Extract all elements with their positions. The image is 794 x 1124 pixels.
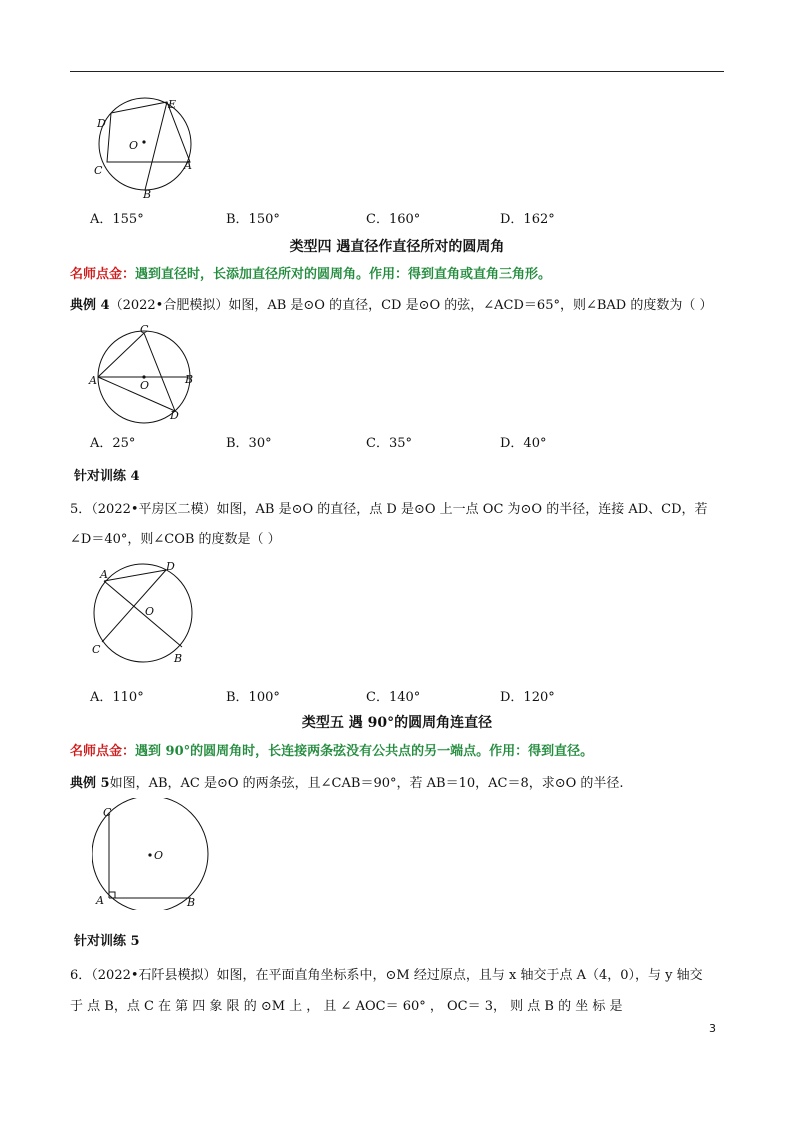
option-b: B．150° [226,212,280,227]
fig4-label-c: C [103,806,112,819]
type5-tip [70,740,593,759]
tip-text: 遇到直径时，长添加直径所对的圆周角。作用：得到直角或直角三角形。 [135,267,552,282]
fig2-label-d: D [170,409,179,422]
training4-label: 针对训练 4 [74,469,140,484]
tip-label: 名师点金： [70,744,136,759]
type4-tip [70,263,551,282]
fig1-label-c: C [94,164,103,177]
fig3-label-a: A [100,568,108,581]
q6-line1: 6．（2022•石阡县模拟）如图，在平面直角坐标系中，⊙M 经过原点，且与 x 轴交于点 A（4，0），与 y 轴交 [70,968,703,983]
example-label: 典例 4 [70,298,110,313]
option-d: D．162° [500,212,555,227]
fig2-label-o: O [140,379,150,392]
training5-label: 针对训练 5 [74,934,140,949]
option-b: B．100° [226,690,280,705]
tip-label: 名师点金： [70,267,136,282]
option-b: B．30° [226,436,272,451]
page-number: 3 [709,1022,716,1035]
q5-line2: ∠D＝40°，则∠COB 的度数是（ ） [70,532,281,547]
option-d: D．120° [500,690,555,705]
option-d: D．40° [500,436,547,451]
example5-text [70,772,624,791]
option-c: C．35° [366,436,412,451]
q5-line1: 5．（2022•平房区二模）如图，AB 是⊙O 的直径，点 D 是⊙O 上一点 OC 为⊙O 的半径，连接 AD、CD，若 [70,502,708,517]
fig1-label-d: D [97,117,106,130]
fig4-label-a: A [96,894,104,907]
fig1-label-e: E [168,98,177,111]
fig4-label-b: B [187,896,196,909]
figure-radius-circle [88,558,203,670]
tip-text: 遇到 90°的圆周角时，长连接两条弦没有公共点的另一端点。作用：得到直径。 [135,744,594,759]
type4-heading: 类型四 遇直径作直径所对的圆周角 [289,239,505,255]
option-a: A．110° [90,690,144,705]
option-a: A．155° [90,212,144,227]
example-body: 如图，AB，AC 是⊙O 的两条弦，且∠CAB＝90°，若 AB＝10，AC＝8，求⊙O 的半径. [109,776,624,791]
example-body: （2022•合肥模拟）如图，AB 是⊙O 的直径，CD 是⊙O 的弦，∠ACD＝65°，则∠BAD 的度数为（ ） [109,298,713,313]
header-rule [70,71,724,72]
type5-heading: 类型五 遇 90°的圆周角连直径 [301,715,493,731]
fig1-label-o: O [129,139,139,152]
figure-diameter-circle [88,320,203,425]
option-c: C．140° [366,690,421,705]
example4-text [70,294,713,313]
fig2-label-a: A [89,374,97,387]
q6-line2: 于 点 B，点 C 在 第 四 象 限 的 ⊙M 上 ， 且 ∠ AOC＝ 60° ， OC＝ 3， 则 点 B 的 坐 标 是 [70,999,623,1014]
fig3-label-o: O [145,605,155,618]
fig3-label-b: B [174,652,183,665]
fig1-label-a: A [184,159,192,172]
figure-quadrilateral-circle [85,92,205,202]
fig2-label-c: C [140,323,149,336]
example-label: 典例 5 [70,776,110,791]
option-a: A．25° [90,436,136,451]
fig2-label-b: B [185,373,194,386]
fig1-label-b: B [143,188,152,201]
fig4-label-o: O [154,849,164,862]
figure-right-angle-circle [92,798,217,910]
fig3-label-d: D [166,560,175,573]
option-c: C．160° [366,212,421,227]
fig3-label-c: C [92,643,101,656]
